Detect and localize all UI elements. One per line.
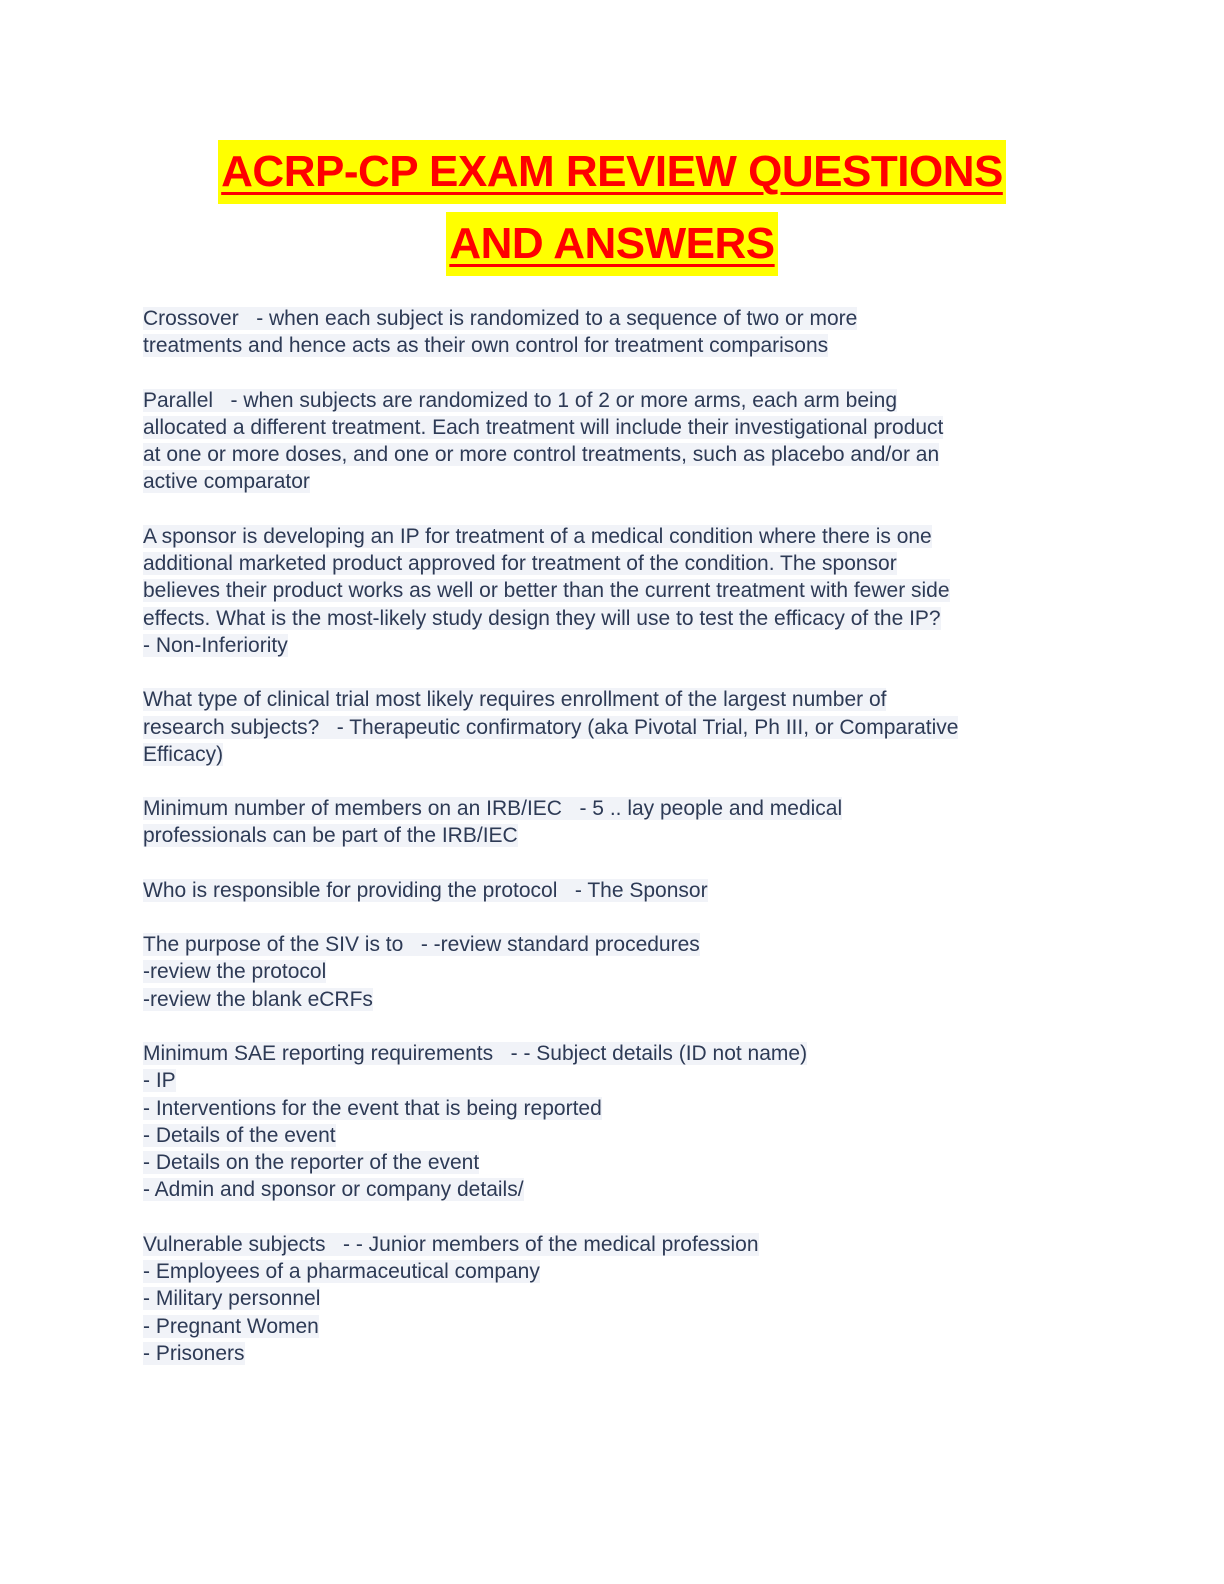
qa-line-text: research subjects? - Therapeutic confirmatory (aka Pivotal Trial, Ph III, or Comparative [143,715,959,739]
title-text-1: ACRP-CP EXAM REVIEW QUESTIONS [218,140,1006,204]
qa-line-text: - Military personnel [143,1287,321,1311]
qa-line [143,414,1083,441]
qa-line [143,931,1083,958]
qa-line [143,550,1083,577]
qa-line-text: Minimum SAE reporting requirements - - Subject details (ID not name) [143,1041,808,1065]
title-line-2 [0,212,1224,276]
qa-line-text: Efficacy) [143,742,224,766]
qa-line [143,714,1083,741]
qa-entry [143,931,1083,1013]
qa-line-text: additional marketed product approved for treatment of the condition. The sponsor [143,552,897,576]
qa-line-text: Crossover - when each subject is randomized to a sequence of two or more [143,307,858,330]
qa-line [143,1095,1083,1122]
title-text-2: AND ANSWERS [446,212,777,276]
qa-line-text: - Non-Inferiority [143,633,288,657]
qa-line [143,1313,1083,1340]
qa-line [143,986,1083,1013]
qa-line-text: Parallel - when subjects are randomized to 1 of 2 or more arms, each arm being [143,388,898,412]
qa-line-text: treatments and hence acts as their own control for treatment comparisons [143,334,829,358]
qa-line-text: Vulnerable subjects - - Junior members of the medical profession [143,1232,759,1256]
qa-line-text: Who is responsible for providing the protocol - The Sponsor [143,878,708,902]
qa-line [143,1340,1083,1367]
qa-line [143,468,1083,495]
qa-line-text: allocated a different treatment. Each treatment will include their investigational product [143,415,944,439]
qa-line [143,632,1083,659]
qa-line-text: at one or more doses, and one or more control treatments, such as placebo and/or an [143,443,940,467]
qa-line-text: active comparator [143,470,310,494]
qa-line-text: - IP [143,1069,176,1093]
qa-line [143,387,1083,414]
qa-entry [143,523,1083,659]
qa-line-text: -review the protocol [143,960,327,984]
qa-list [143,305,1083,1394]
qa-line-text: - Details of the event [143,1123,336,1147]
qa-line [143,577,1083,604]
qa-line [143,822,1083,849]
qa-line-text: -review the blank eCRFs [143,987,373,1011]
qa-entry [143,686,1083,768]
qa-line [143,305,1083,332]
qa-line-text: What type of clinical trial most likely requires enrollment of the largest number of [143,688,887,712]
qa-line [143,877,1083,904]
qa-entry [143,795,1083,850]
qa-line-text: - Pregnant Women [143,1314,319,1338]
qa-line-text: effects. What is the most-likely study design they will use to test the efficacy of the IP? [143,606,941,630]
qa-line [143,686,1083,713]
qa-line-text: - Employees of a pharmaceutical company [143,1260,540,1284]
qa-line [143,741,1083,768]
qa-line [143,1176,1083,1203]
qa-line-text: A sponsor is developing an IP for treatment of a medical condition where there is one [143,524,932,548]
qa-line-text: - Interventions for the event that is being reported [143,1096,602,1120]
qa-line [143,1067,1083,1094]
qa-line [143,332,1083,359]
qa-line [143,1122,1083,1149]
qa-line [143,795,1083,822]
qa-entry [143,305,1083,360]
qa-line [143,1258,1083,1285]
qa-entry [143,1040,1083,1204]
qa-entry [143,877,1083,904]
qa-line-text: - Details on the reporter of the event [143,1151,480,1175]
qa-line [143,1040,1083,1067]
qa-entry [143,1231,1083,1367]
qa-line [143,523,1083,550]
qa-line [143,1231,1083,1258]
qa-line-text: - Admin and sponsor or company details/ [143,1178,524,1202]
qa-line-text: - Prisoners [143,1341,245,1365]
qa-line-text: Minimum number of members on an IRB/IEC - 5 .. lay people and medical [143,797,843,821]
qa-entry [143,387,1083,496]
title-line-1 [0,140,1224,204]
document-title [0,140,1224,276]
qa-line [143,1149,1083,1176]
qa-line-text: The purpose of the SIV is to - -review standard procedures [143,933,700,957]
qa-line [143,958,1083,985]
qa-line [143,441,1083,468]
qa-line-text: professionals can be part of the IRB/IEC [143,824,518,848]
qa-line-text: believes their product works as well or better than the current treatment with fewer side [143,579,950,603]
qa-line [143,605,1083,632]
qa-line [143,1285,1083,1312]
